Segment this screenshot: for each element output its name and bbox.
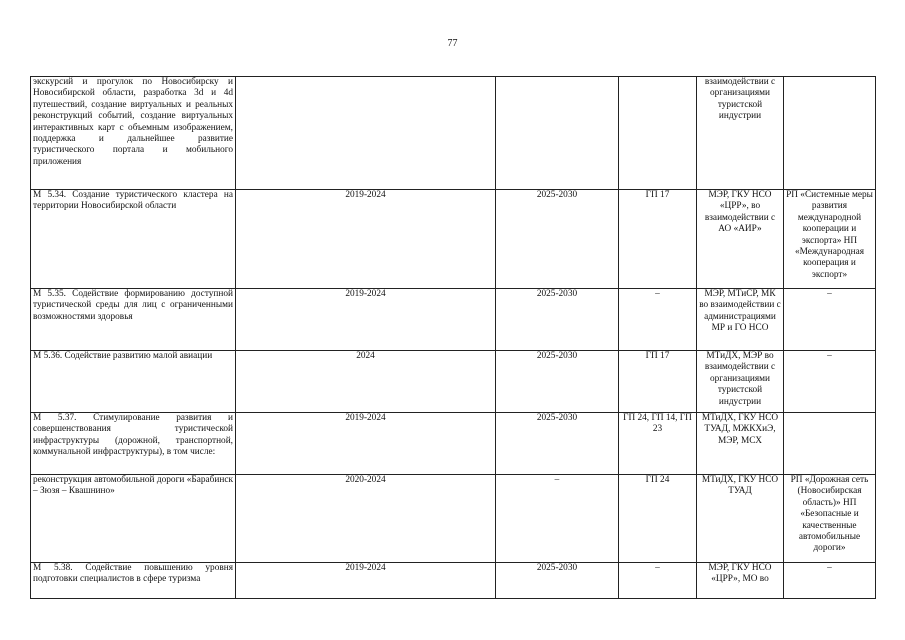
program-cell: ГП 24 (619, 475, 697, 563)
program-cell (619, 77, 697, 190)
table-row (31, 475, 876, 563)
measure-cell: экскурсий и прогулок по Новосибирску и Новосибирской области, разработка 3d и 4d путешествий, создание виртуальных и реальных реконструкций событий, создание виртуальных интерактивных карт с объемным изображением, поддержка и дальнейшее развитие туристического портала и мобильного приложения (31, 77, 236, 190)
measure-cell: М 5.36. Содействие развитию малой авиации (31, 351, 236, 413)
project-cell: – (784, 289, 876, 351)
program-cell: ГП 24, ГП 14, ГП 23 (619, 413, 697, 475)
period-1-cell: 2019-2024 (236, 413, 496, 475)
executors-cell: МЭР, МТиСР, МК во взаимодействии с администрациями МР и ГО НСО (697, 289, 784, 351)
executors-cell: МЭР, ГКУ НСО «ЦРР», МО во (697, 563, 784, 599)
period-1-cell (236, 77, 496, 190)
table-row (31, 289, 876, 351)
measure-cell: реконструкция автомобильной дороги «Барабинск – Зюзя – Квашнино» (31, 475, 236, 563)
period-1-cell: 2024 (236, 351, 496, 413)
period-2-cell: 2025-2030 (496, 413, 619, 475)
period-2-cell: 2025-2030 (496, 351, 619, 413)
period-2-cell: 2025-2030 (496, 190, 619, 289)
executors-cell: МТиДХ, ГКУ НСО ТУАД (697, 475, 784, 563)
table-row (31, 413, 876, 475)
period-2-cell: 2025-2030 (496, 563, 619, 599)
table-row (31, 77, 876, 190)
period-1-cell: 2019-2024 (236, 563, 496, 599)
period-2-cell (496, 77, 619, 190)
page-number: 77 (447, 38, 458, 49)
measure-cell: М 5.37. Стимулирование развития и совершенствования туристической инфраструктуры (дорожной, транспортной, коммунальной инфраструктуры), в том числе: (31, 413, 236, 475)
period-1-cell: 2020-2024 (236, 475, 496, 563)
table-row (31, 351, 876, 413)
measure-cell: М 5.35. Содействие формированию доступной туристической среды для лиц с ограниченными возможностями здоровья (31, 289, 236, 351)
project-cell: – (784, 563, 876, 599)
executors-cell: МТиДХ, МЭР во взаимодействии с организациями туристской индустрии (697, 351, 784, 413)
period-1-cell: 2019-2024 (236, 190, 496, 289)
executors-cell: МЭР, ГКУ НСО «ЦРР», во взаимодействии с АО «АИР» (697, 190, 784, 289)
period-1-cell: 2019-2024 (236, 289, 496, 351)
table-row (31, 190, 876, 289)
project-cell (784, 413, 876, 475)
program-cell: ГП 17 (619, 351, 697, 413)
measure-cell: М 5.38. Содействие повышению уровня подготовки специалистов в сфере туризма (31, 563, 236, 599)
executors-cell: взаимодействии с организациями туристской индустрии (697, 77, 784, 190)
program-cell: – (619, 289, 697, 351)
program-cell: – (619, 563, 697, 599)
measures-table (30, 76, 876, 599)
program-cell: ГП 17 (619, 190, 697, 289)
measure-cell: М 5.34. Создание туристического кластера на территории Новосибирской области (31, 190, 236, 289)
project-cell: – (784, 351, 876, 413)
project-cell: РП «Системные меры развития международной кооперации и экспорта» НП «Международная кооперация и экспорт» (784, 190, 876, 289)
project-cell: РП «Дорожная сеть (Новосибирская область)» НП «Безопасные и качественные автомобильные дороги» (784, 475, 876, 563)
period-2-cell: – (496, 475, 619, 563)
table-row (31, 563, 876, 599)
project-cell (784, 77, 876, 190)
executors-cell: МТиДХ, ГКУ НСО ТУАД, МЖКХиЭ, МЭР, МСХ (697, 413, 784, 475)
period-2-cell: 2025-2030 (496, 289, 619, 351)
